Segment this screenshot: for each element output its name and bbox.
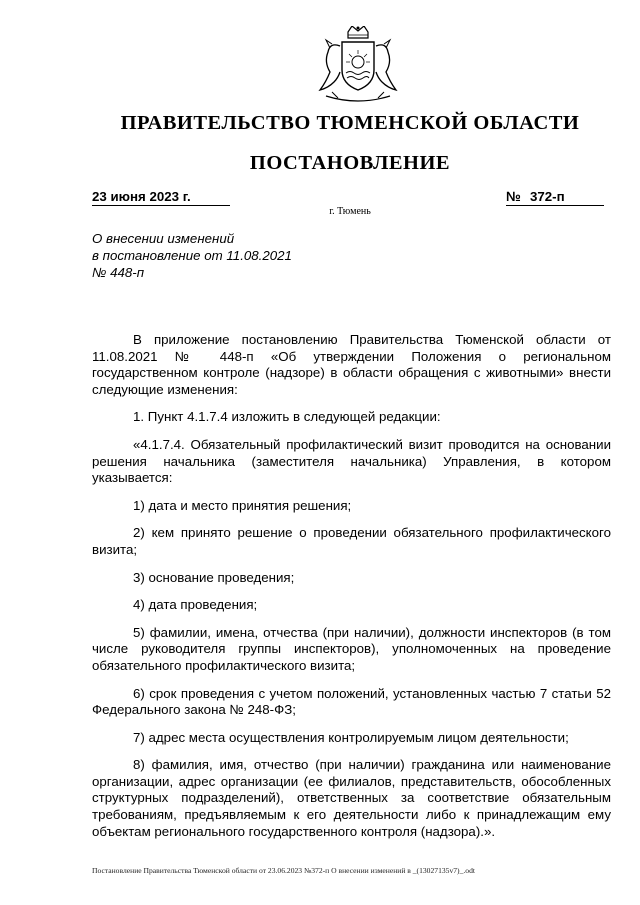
number-sign: № xyxy=(506,189,521,204)
body-paragraph: В приложение постановлению Правительства Тюменской области от 11.08.2021 № 448-п «Об утверждении Положения о региональном государственном контроле (надзоре) в области обращения с животными» внести следующие изменения: xyxy=(92,332,611,397)
body-paragraph: 1. Пункт 4.1.7.4 изложить в следующей редакции: xyxy=(133,409,441,425)
body-paragraph: 5) фамилии, имена, отчества (при наличии), должности инспекторов (в том числе руководителя группы инспекторов), уполномоченных на проведение обязательного профилактического визита; xyxy=(92,624,611,673)
subject-line: в постановление от 11.08.2021 xyxy=(92,248,292,263)
document-subject xyxy=(92,230,392,281)
body-paragraph: 8) фамилия, имя, отчество (при наличии) гражданина или наименование организации, адрес организации (ее филиалов, представительств, обособленных структурных подразделений), ответственных за соответствие обязательным требованиям, предъявляемым к его деятельности либо к принадлежащим ему объектам регионального государственного контроля (надзора).». xyxy=(92,757,611,839)
coat-of-arms-icon xyxy=(312,26,404,108)
body-paragraph: 7) адрес места осуществления контролируемым лицом деятельности; xyxy=(133,729,569,745)
subject-line: № 448-п xyxy=(92,265,145,280)
body-paragraph: «4.1.7.4. Обязательный профилактический визит проводится на основании решения начальника (заместителя начальника) Управления, в котором указывается: xyxy=(92,436,611,486)
subject-line: О внесении изменений xyxy=(92,231,235,246)
document-body xyxy=(92,332,611,851)
city-label: г. Тюмень xyxy=(329,206,371,217)
government-title: ПРАВИТЕЛЬСТВО ТЮМЕНСКОЙ ОБЛАСТИ xyxy=(120,112,580,134)
page-footer: Постановление Правительства Тюменской области от 23.06.2023 №372-п О внесении изменений в _(13027135v7)_.odt xyxy=(92,866,475,875)
body-paragraph: 2) кем принято решение о проведении обязательного профилактического визита; xyxy=(92,525,611,557)
body-paragraph: 6) срок проведения с учетом положений, установленных частью 7 статьи 52 Федерального закона № 248-ФЗ; xyxy=(92,685,611,718)
document-number xyxy=(506,189,604,206)
document-date: 23 июня 2023 г. xyxy=(92,189,230,206)
number-value: 372-п xyxy=(530,189,565,204)
body-paragraph: 1) дата и место принятия решения; xyxy=(133,497,352,513)
document-type: ПОСТАНОВЛЕНИЕ xyxy=(249,152,451,174)
body-paragraph: 3) основание проведения; xyxy=(133,569,295,585)
body-paragraph: 4) дата проведения; xyxy=(133,597,258,613)
